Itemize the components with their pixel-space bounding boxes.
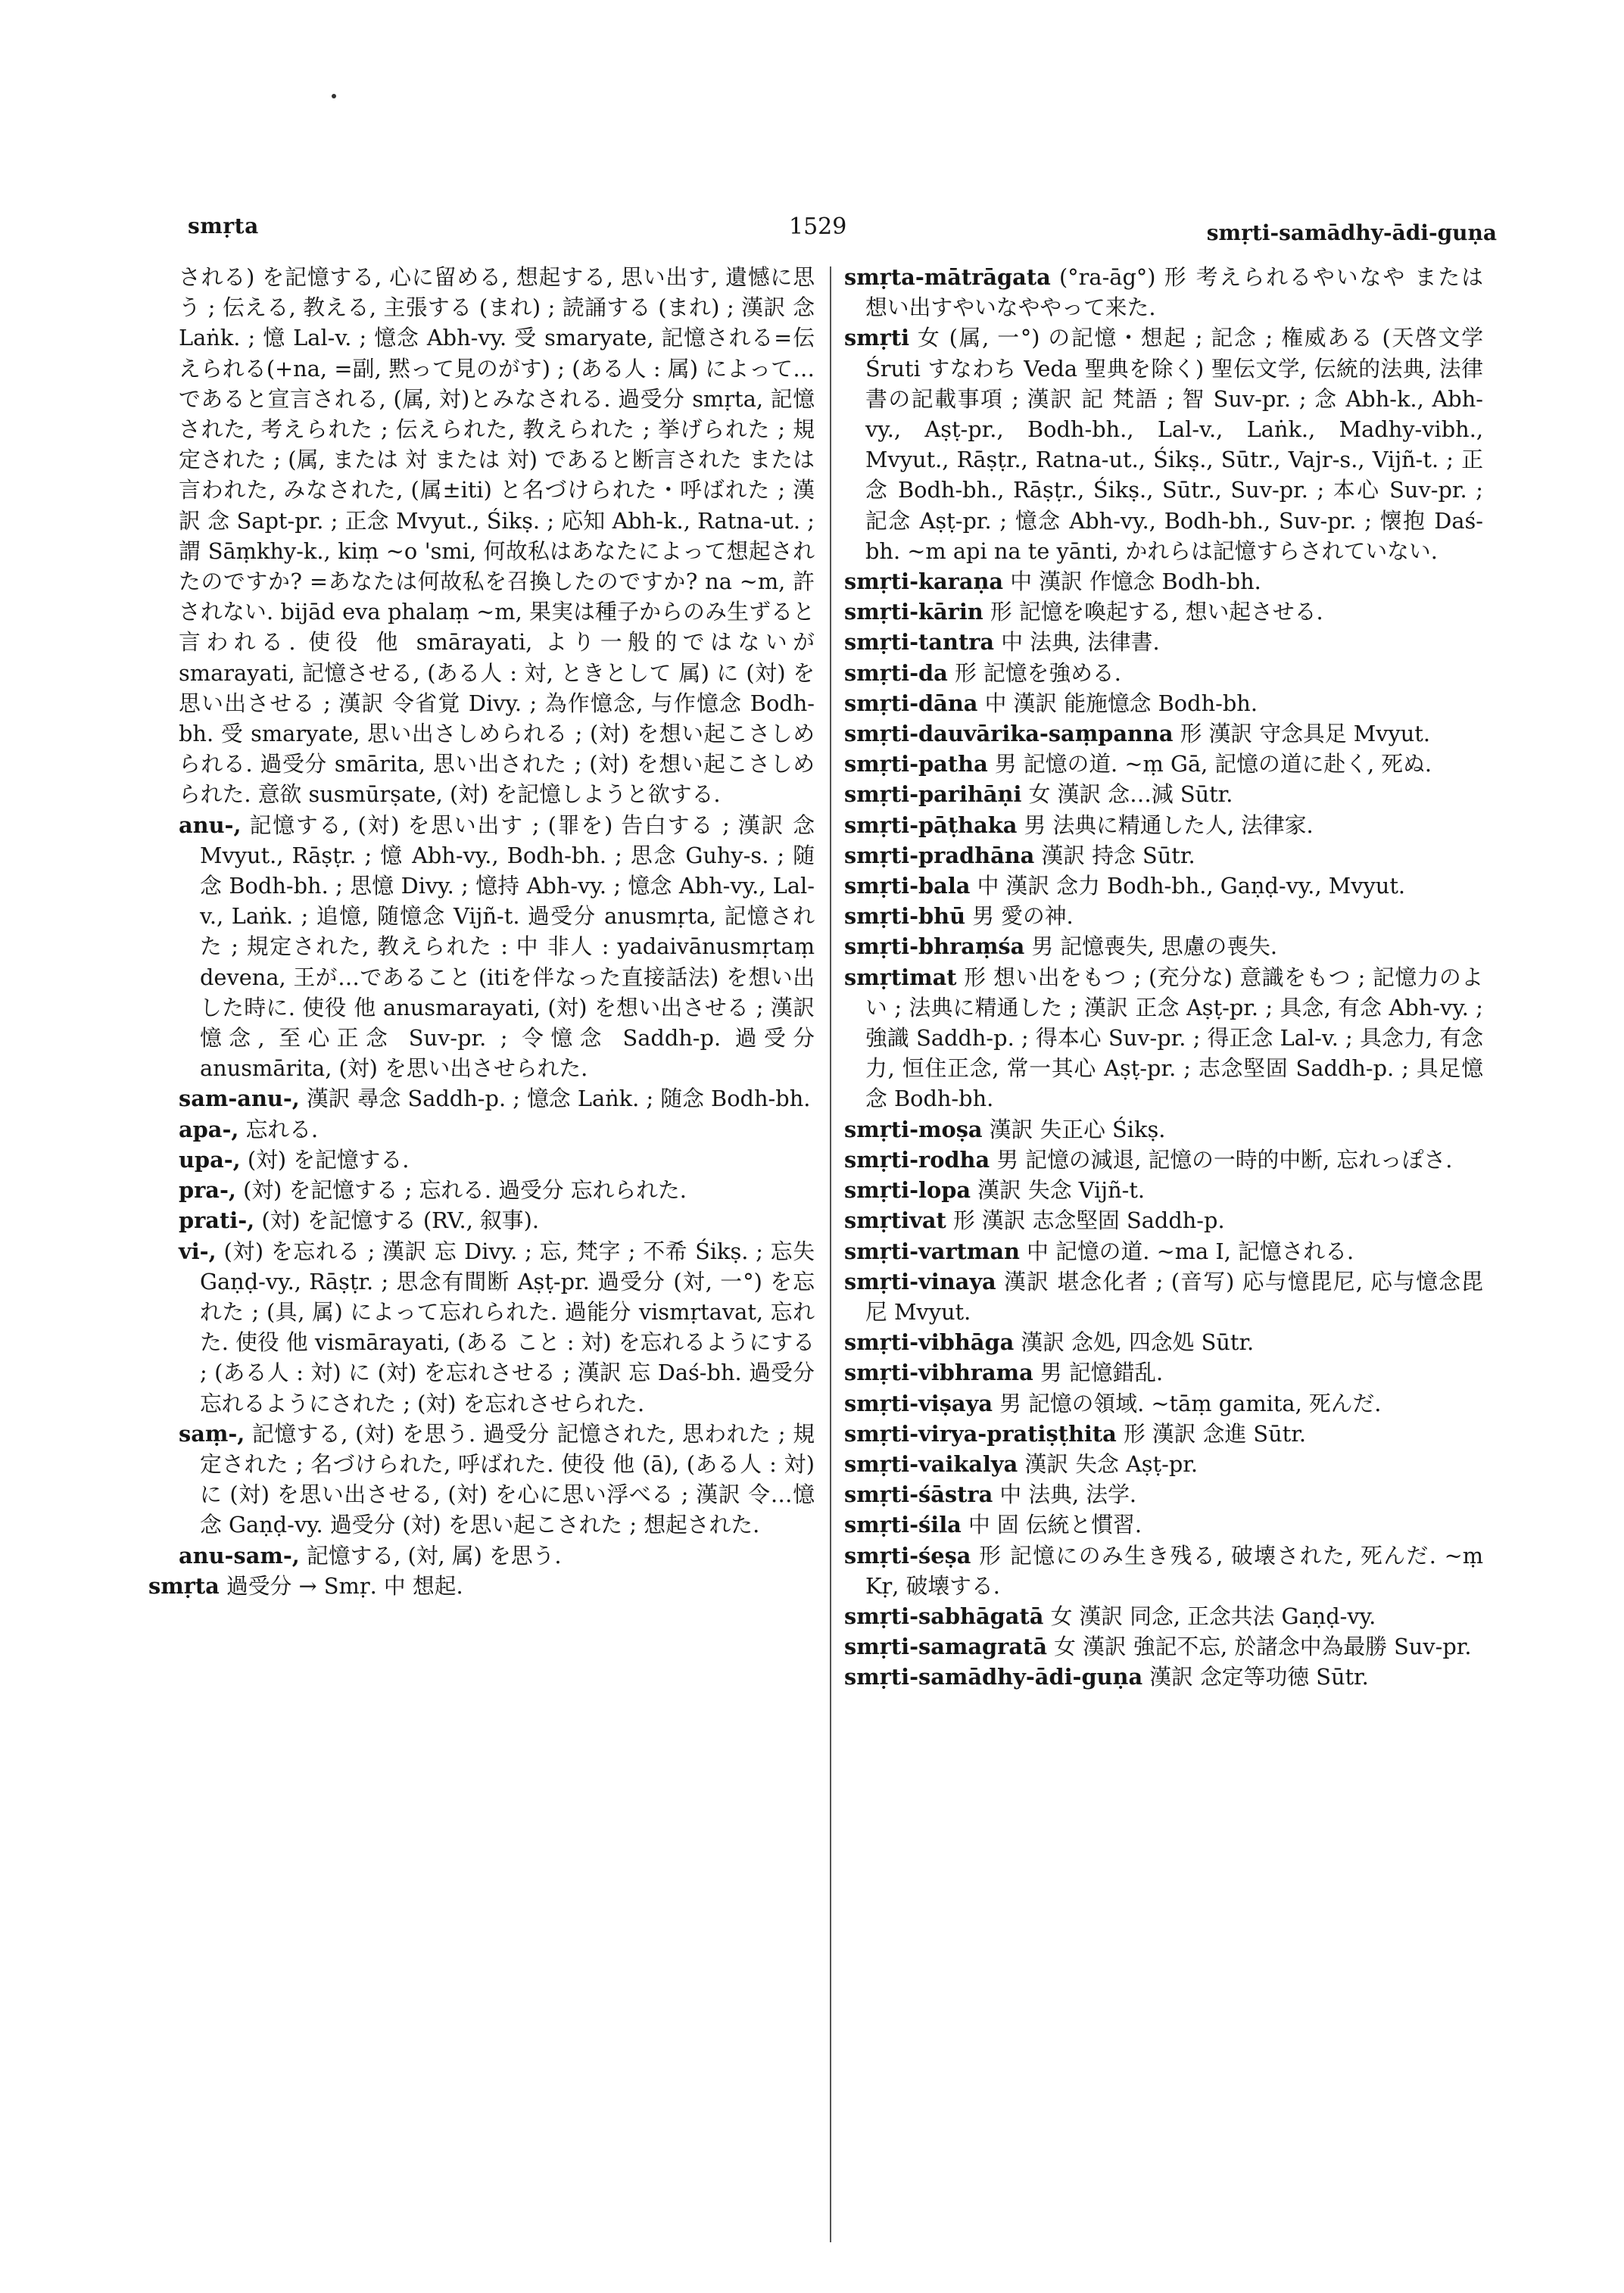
dictionary-entry [179,810,815,1084]
entry-definition: 女 (属, 一°) の記憶・想起 ; 記念 ; 権威ある (天啓文学 Śruti すなわち Veda 聖典を除く) 聖伝文学, 伝統的法典, 法律書の記載事項 ; 漢訳 記 梵語 ; 智 Suv-pr. ; 念 Abh-k., Abh-vy., Aṣṭ-pr., Bodh-bh., Lal-v., Laṅk., Madhy-vibh., Mvyut., Rāṣṭr., Ratna-ut., Śikṣ., Sūtr., Vajr-s., Vijñ-t. ; 正念 Bodh-bh., Rāṣṭr., Śikṣ., Sūtr., Suv-pr. ; 本心 Suv-pr. ; 記念 Aṣṭ-pr. ; 憶念 Abh-vy., Bodh-bh., Suv-pr. ; 懐抱 Daś-bh. ~m api na te yānti, かれらは記憶すらされていない. [865,325,1483,564]
dictionary-entry [179,262,815,810]
entry-definition: 男 法典に精通した人, 法律家. [1024,812,1314,838]
entry-headword: smṛti-samagratā [844,1634,1047,1660]
dictionary-entry [844,871,1483,901]
dictionary-entry [844,1266,1483,1327]
dictionary-entry [844,597,1483,627]
entry-definition: (対) を記憶する. [247,1146,410,1173]
running-head-right: smṛti-samādhy-ādi-guṇa [1206,220,1497,245]
entry-definition: 漢訳 堪念化者 ; (音写) 応与憶毘尼, 応与憶念毘尼 Mvyut. [865,1268,1483,1325]
entry-definition: 形 記憶を強める. [955,659,1121,686]
entry-definition: 漢訳 持念 Sūtr. [1041,842,1195,868]
entry-definition: 男 記憶の減退, 記憶の一時的中断, 忘れっぽさ. [996,1146,1453,1173]
dictionary-entry [844,1205,1483,1235]
entry-headword: smṛtimat [844,964,957,990]
entry-headword: smṛti-viṣaya [844,1390,993,1416]
dictionary-entry [179,1205,815,1235]
dictionary-entry [844,1662,1483,1692]
entry-definition: 形 漢訳 念進 Sūtr. [1123,1420,1307,1447]
entry-headword: smṛtivat [844,1207,946,1234]
entry-definition: 男 記憶の領域. ~tāṃ gamita, 死んだ. [999,1390,1382,1416]
entry-definition: 記憶する, (対, 属) を思う. [306,1542,562,1569]
entry-headword: smṛti-tantra [844,629,995,656]
dictionary-entry [844,1114,1483,1145]
running-head-left: smṛta [188,213,259,238]
entry-headword: smṛti-rodha [844,1146,990,1173]
entry-definition: 漢訳 失正心 Śikṣ. [989,1116,1166,1142]
dictionary-entry [844,1236,1483,1266]
entry-headword: smṛta [148,1572,220,1599]
stray-mark [332,94,336,98]
dictionary-entry [148,1571,815,1601]
entry-definition: 漢訳 失念 Vijñ-t. [977,1177,1146,1204]
dictionary-entry [844,688,1483,718]
entry-headword: smṛti-virya-pratiṣṭhita [844,1420,1117,1447]
right-column [844,262,1483,1693]
entry-headword: smṛti-moṣa [844,1116,983,1142]
entry-definition: (°ra-āg°) 形 考えられるやいなや または 想い出すやいなややって来た. [865,264,1483,321]
entry-headword: smṛti-lopa [844,1177,971,1204]
dictionary-entry [179,1236,815,1419]
dictionary-entry [844,1175,1483,1205]
dictionary-entry [844,1388,1483,1419]
entry-headword: saṃ-, [179,1420,245,1447]
entry-headword: smṛti-da [844,659,948,686]
entry-headword: smṛti-parihāṇi [844,781,1022,808]
entry-definition: (対) を記憶する (RV., 叙事). [261,1207,539,1234]
dictionary-entry [844,1479,1483,1509]
entry-definition: 過受分 → Smṛ. 中 想起. [226,1572,463,1599]
entry-headword: smṛti-patha [844,751,988,777]
dictionary-entry [844,566,1483,597]
entry-headword: smṛti-vinaya [844,1268,996,1294]
dictionary-entry [844,1419,1483,1449]
entry-definition: 漢訳 失念 Aṣṭ-pr. [1024,1450,1199,1477]
page-number: 1529 [789,213,847,240]
entry-definition: 中 漢訳 能施憶念 Bodh-bh. [984,690,1258,716]
dictionary-entry [179,1419,815,1541]
entry-headword: smṛti-bhū [844,903,966,930]
entry-definition: 中 記憶の道. ~ma I, 記憶される. [1027,1238,1354,1264]
dictionary-entry [844,1631,1483,1662]
entry-headword: smṛti-karaṇa [844,569,1004,595]
dictionary-entry [844,1449,1483,1479]
entry-headword: smṛti-dauvārika-saṃpanna [844,721,1174,747]
entry-definition: 男 記憶喪失, 思慮の喪失. [1031,933,1278,960]
entry-definition: 女 漢訳 強記不忘, 於諸念中為最勝 Suv-pr. [1054,1634,1472,1660]
entry-definition: 形 想い出をもつ ; (充分な) 意識をもつ ; 記憶力のよい ; 法典に精通した ; 漢訳 正念 Aṣṭ-pr. ; 具念, 有念 Abh-vy. ; 強識 Saddh-p. ; 得本心 Suv-pr. ; 得正念 Lal-v. ; 具念力, 有念力, 恒住正念, 常一其心 Aṣṭ-pr. ; 志念堅固 Saddh-p. ; 具足憶念 Bodh-bh. [865,964,1484,1112]
entry-headword: vi-, [179,1238,217,1264]
entry-definition: (対) を記憶する ; 忘れる. 過受分 忘れられた. [243,1177,687,1204]
entry-definition: 中 漢訳 作憶念 Bodh-bh. [1010,569,1261,595]
entry-definition: 形 漢訳 志念堅固 Saddh-p. [952,1207,1225,1234]
entry-headword: smṛti-pāṭhaka [844,812,1018,838]
entry-definition: 忘れる. [245,1116,319,1142]
entry-definition: 男 愛の神. [972,903,1074,930]
entry-headword: pra-, [179,1177,236,1204]
entry-headword: smṛti-śāstra [844,1481,993,1508]
entry-definition: 形 漢訳 守念具足 Mvyut. [1180,721,1431,747]
entry-definition: 形 記憶にのみ生き残る, 破壊された, 死んだ. ~ṃ Kṛ, 破壊する. [865,1542,1484,1599]
dictionary-entry [179,1145,815,1175]
entry-headword: apa-, [179,1116,239,1142]
entry-definition: される) を記憶する, 心に留める, 想起する, 思い出す, 遺憾に思う ; 伝える, 教える, 主張する (まれ) ; 読誦する (まれ) ; 漢訳 念 Laṅk. ; 憶 Lal-v. ; 憶念 Abh-vy. 受 smaryate, 記憶される=伝えられる(+na, =副, 黙って見のがす) ; (ある人 : 属) によって…であると宣言される, (属, 対)とみなされる. 過受分 smṛta, 記憶された, 考えられた ; 伝えられた, 教えられた ; 挙げられた ; 規定された ; (属, または 対 または 対) であると断言された または 言われた, みなされた, (属±iti) と名づけられた・呼ばれた ; 漢訳 念 Sapt-pr. ; 正念 Mvyut., Śikṣ. ; 応知 Abh-k., Ratna-ut. ; 謂 Sāṃkhy-k., kiṃ ~o 'smi, 何故私はあなたによって想起されたのですか? =あなたは何故私を召換したのですか? na ~m, 許されない. bijād eva phalaṃ ~m, 果実は種子からのみ生ずると言われる. 使役 他 smārayati, より一般的ではないが smarayati, 記憶させる, (ある人 : 対, ときとして 属) に (対) を思い出させる ; 漢訳 令省覚 Divy. ; 為作憶念, 与作憶念 Bodh-bh. 受 smaryate, 思い出さしめられる ; (対) を想い起こさしめられる. 過受分 smārita, 思い出された ; (対) を想い起こさしめられた. 意欲 susmūrṣate, (対) を記憶しようと欲する. [179,264,815,808]
dictionary-entry [844,658,1483,688]
entry-headword: smṛti-bhraṃśa [844,933,1025,960]
entry-headword: smṛta-mātrāgata [844,264,1051,290]
dictionary-entry [179,1541,815,1571]
entry-definition: 漢訳 念定等功徳 Sūtr. [1149,1664,1369,1690]
dictionary-entry [844,901,1483,931]
entry-headword: smṛti-sabhāgatā [844,1603,1044,1629]
entry-headword: smṛti-śila [844,1512,962,1538]
entry-headword: smṛti-vaikalya [844,1450,1018,1477]
dictionary-entry [844,1357,1483,1388]
entry-definition: 中 固 伝統と慣習. [968,1512,1142,1538]
entry-definition: 女 漢訳 同念, 正念共法 Gaṇḍ-vy. [1050,1603,1376,1629]
entry-headword: sam-anu-, [179,1086,300,1112]
entry-definition: 中 漢訳 念力 Bodh-bh., Gaṇḍ-vy., Mvyut. [977,873,1406,899]
dictionary-entry [844,1601,1483,1631]
entry-headword: smṛti-dāna [844,690,978,716]
entry-headword: smṛti-vibhrama [844,1360,1033,1386]
entry-headword: smṛti-kārin [844,599,983,625]
dictionary-entry [844,1327,1483,1357]
entry-definition: 中 法典, 法律書. [1001,629,1160,656]
entry-definition: 記憶する, (対) を思い出す ; (罪を) 告白する ; 漢訳 念 Mvyut., Rāṣṭr. ; 憶 Abh-vy., Bodh-bh. ; 思念 Guhy-s. ; 随念 Bodh-bh. ; 思憶 Divy. ; 憶持 Abh-vy. ; 憶念 Abh-vy., Lal-v., Laṅk. ; 追憶, 随憶念 Vijñ-t. 過受分 anusmṛta, 記憶された ; 規定された, 教えられた : 中 非人 : yadaivānusmṛtaṃ devena, 王が…であること (itiを伴なった直接話法) を想い出した時に. 使役 他 anusmarayati, (対) を想い出させる ; 漢訳 憶念, 至心正念 Suv-pr. ; 令憶念 Saddh-p. 過受分 anusmārita, (対) を思い出させられた. [200,812,815,1082]
entry-headword: smṛti-samādhy-ādi-guṇa [844,1664,1143,1690]
dictionary-entry [844,962,1483,1114]
entry-definition: (対) を忘れる ; 漢訳 忘 Divy. ; 忘, 梵字 ; 不希 Śikṣ. ; 忘失 Gaṇḍ-vy., Rāṣṭr. ; 思念有間断 Aṣṭ-pr. 過受分 (対, 一°) を忘れた ; (具, 属) によって忘れられた. 過能分 vismṛtavat, 忘れた. 使役 他 vismārayati, (ある こと : 対) を忘れるようにする ; (ある人 : 対) に (対) を忘れさせる ; 漢訳 忘 Daś-bh. 過受分 忘れるようにされた ; (対) を忘れさせられた. [200,1238,815,1416]
dictionary-entry [844,1145,1483,1175]
entry-headword: smṛti-vibhāga [844,1329,1015,1356]
entry-headword: smṛti-bala [844,873,971,899]
dictionary-entry [179,1114,815,1145]
dictionary-entry [844,718,1483,749]
dictionary-entry [844,1541,1483,1601]
entry-definition: 記憶する, (対) を思う. 過受分 記憶された, 思われた ; 規定された ; 名づけられた, 呼ばれた. 使役 他 (ā), (ある人 : 対) に (対) を思い出させる, (対) を心に思い浮べる ; 漢訳 令…憶念 Gaṇḍ-vy. 過受分 (対) を思い起こされた ; 想起された. [200,1420,815,1538]
dictionary-entry [844,322,1483,566]
entry-headword: upa-, [179,1146,241,1173]
entry-headword: smṛti-śeṣa [844,1542,971,1569]
entry-headword: smṛti [844,325,910,351]
entry-definition: 男 記憶錯乱. [1040,1360,1164,1386]
dictionary-entry [844,931,1483,961]
dictionary-entry [844,1509,1483,1540]
entry-definition: 形 記憶を喚起する, 想い起させる. [990,599,1323,625]
dictionary-entry [844,627,1483,657]
entry-headword: prati-, [179,1207,255,1234]
dictionary-entry [844,840,1483,871]
dictionary-entry [844,749,1483,779]
dictionary-entry [844,262,1483,322]
entry-definition: 中 法典, 法学. [999,1481,1137,1508]
entry-definition: 漢訳 念処, 四念処 Sūtr. [1021,1329,1255,1356]
dictionary-entry [179,1175,815,1205]
entry-definition: 女 漢訳 念…減 Sūtr. [1028,781,1233,808]
dictionary-entry [844,779,1483,809]
dictionary-entry [844,810,1483,840]
entry-definition: 男 記憶の道. ~ṃ Gā, 記憶の道に赴く, 死ぬ. [994,751,1432,777]
entry-definition: 漢訳 尋念 Saddh-p. ; 憶念 Laṅk. ; 随念 Bodh-bh. [306,1086,811,1112]
entry-headword: anu-sam-, [179,1542,300,1569]
column-divider [830,266,831,2242]
entry-headword: smṛti-vartman [844,1238,1020,1264]
entry-headword: smṛti-pradhāna [844,842,1035,868]
left-column [148,262,815,1601]
dictionary-entry [179,1083,815,1114]
entry-headword: anu-, [179,812,242,838]
